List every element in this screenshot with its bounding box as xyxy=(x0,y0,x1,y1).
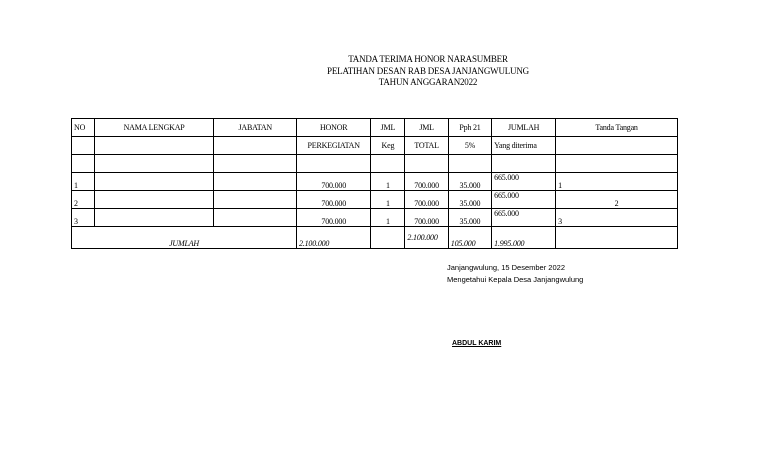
row-no: 2 xyxy=(72,191,95,209)
row-pph: 35.000 xyxy=(448,173,491,191)
total-jml-keg xyxy=(371,227,405,249)
col-nama-header: NAMA LENGKAP xyxy=(94,119,214,137)
col-no-header: NO xyxy=(72,119,95,137)
row-ttd: 1 xyxy=(556,173,678,191)
row-no: 1 xyxy=(72,173,95,191)
row-honor: 700.000 xyxy=(297,173,371,191)
title-line-1: TANDA TERIMA HONOR NARASUMBER xyxy=(348,54,508,64)
col-jumlah-subheader: Yang diterima xyxy=(492,137,556,155)
row-jml-total: 700.000 xyxy=(405,173,448,191)
row-jml-keg: 1 xyxy=(371,209,405,227)
table-row xyxy=(72,209,678,227)
header-cell xyxy=(556,137,678,155)
col-ttd-header: Tanda Tangan xyxy=(556,119,678,137)
col-jml-keg-header: JML xyxy=(371,119,405,137)
row-jumlah: 665.000 xyxy=(492,191,556,209)
row-jabatan xyxy=(214,173,297,191)
row-ttd: 2 xyxy=(556,191,678,209)
col-jabatan-header: JABATAN xyxy=(214,119,297,137)
signer-name: ABDUL KARIM xyxy=(452,340,502,347)
total-label: JUMLAH xyxy=(72,227,297,249)
total-jumlah: 1.995.000 xyxy=(492,227,556,249)
row-jabatan xyxy=(214,209,297,227)
place-date: Janjangwulung, 15 Desember 2022 xyxy=(447,263,565,272)
col-honor-header: HONOR xyxy=(297,119,371,137)
row-nama xyxy=(94,173,214,191)
spacer-row xyxy=(72,155,678,173)
table-row xyxy=(72,191,678,209)
row-no: 3 xyxy=(72,209,95,227)
row-jabatan xyxy=(214,191,297,209)
table-row xyxy=(72,173,678,191)
title-line-2: PELATIHAN DESAN RAB DESA JANJANGWULUNG xyxy=(327,65,529,76)
col-jml-total-subheader: TOTAL xyxy=(405,137,448,155)
col-pph-header: Pph 21 xyxy=(448,119,491,137)
row-nama xyxy=(94,191,214,209)
total-pph: 105.000 xyxy=(448,227,491,249)
approval-text: Mengetahui Kepala Desa Janjangwulung xyxy=(447,275,584,284)
total-honor: 2.100.000 xyxy=(297,227,371,249)
header-cell xyxy=(214,137,297,155)
row-jumlah: 665.000 xyxy=(492,209,556,227)
col-jumlah-header: JUMLAH xyxy=(492,119,556,137)
row-jml-keg: 1 xyxy=(371,173,405,191)
document-title xyxy=(250,54,606,89)
header-row-2 xyxy=(72,137,678,155)
signature-block xyxy=(447,262,583,286)
header-cell xyxy=(94,137,214,155)
row-jml-keg: 1 xyxy=(371,191,405,209)
row-honor: 700.000 xyxy=(297,209,371,227)
row-ttd: 3 xyxy=(556,209,678,227)
total-row xyxy=(72,227,678,249)
col-jml-total-header: JML xyxy=(405,119,448,137)
receipt-table xyxy=(71,118,678,249)
row-jml-total: 700.000 xyxy=(405,209,448,227)
row-jumlah: 665.000 xyxy=(492,173,556,191)
title-line-3: TAHUN ANGGARAN2022 xyxy=(378,77,478,87)
header-row-1 xyxy=(72,119,678,137)
col-pph-subheader: 5% xyxy=(448,137,491,155)
col-jml-keg-subheader: Keg xyxy=(371,137,405,155)
row-nama xyxy=(94,209,214,227)
total-ttd xyxy=(556,227,678,249)
row-jml-total: 700.000 xyxy=(405,191,448,209)
row-pph: 35.000 xyxy=(448,209,491,227)
row-pph: 35.000 xyxy=(448,191,491,209)
total-jml-total: 2.100.000 xyxy=(405,227,448,249)
row-honor: 700.000 xyxy=(297,191,371,209)
col-honor-subheader: PERKEGIATAN xyxy=(297,137,371,155)
header-cell xyxy=(72,137,95,155)
